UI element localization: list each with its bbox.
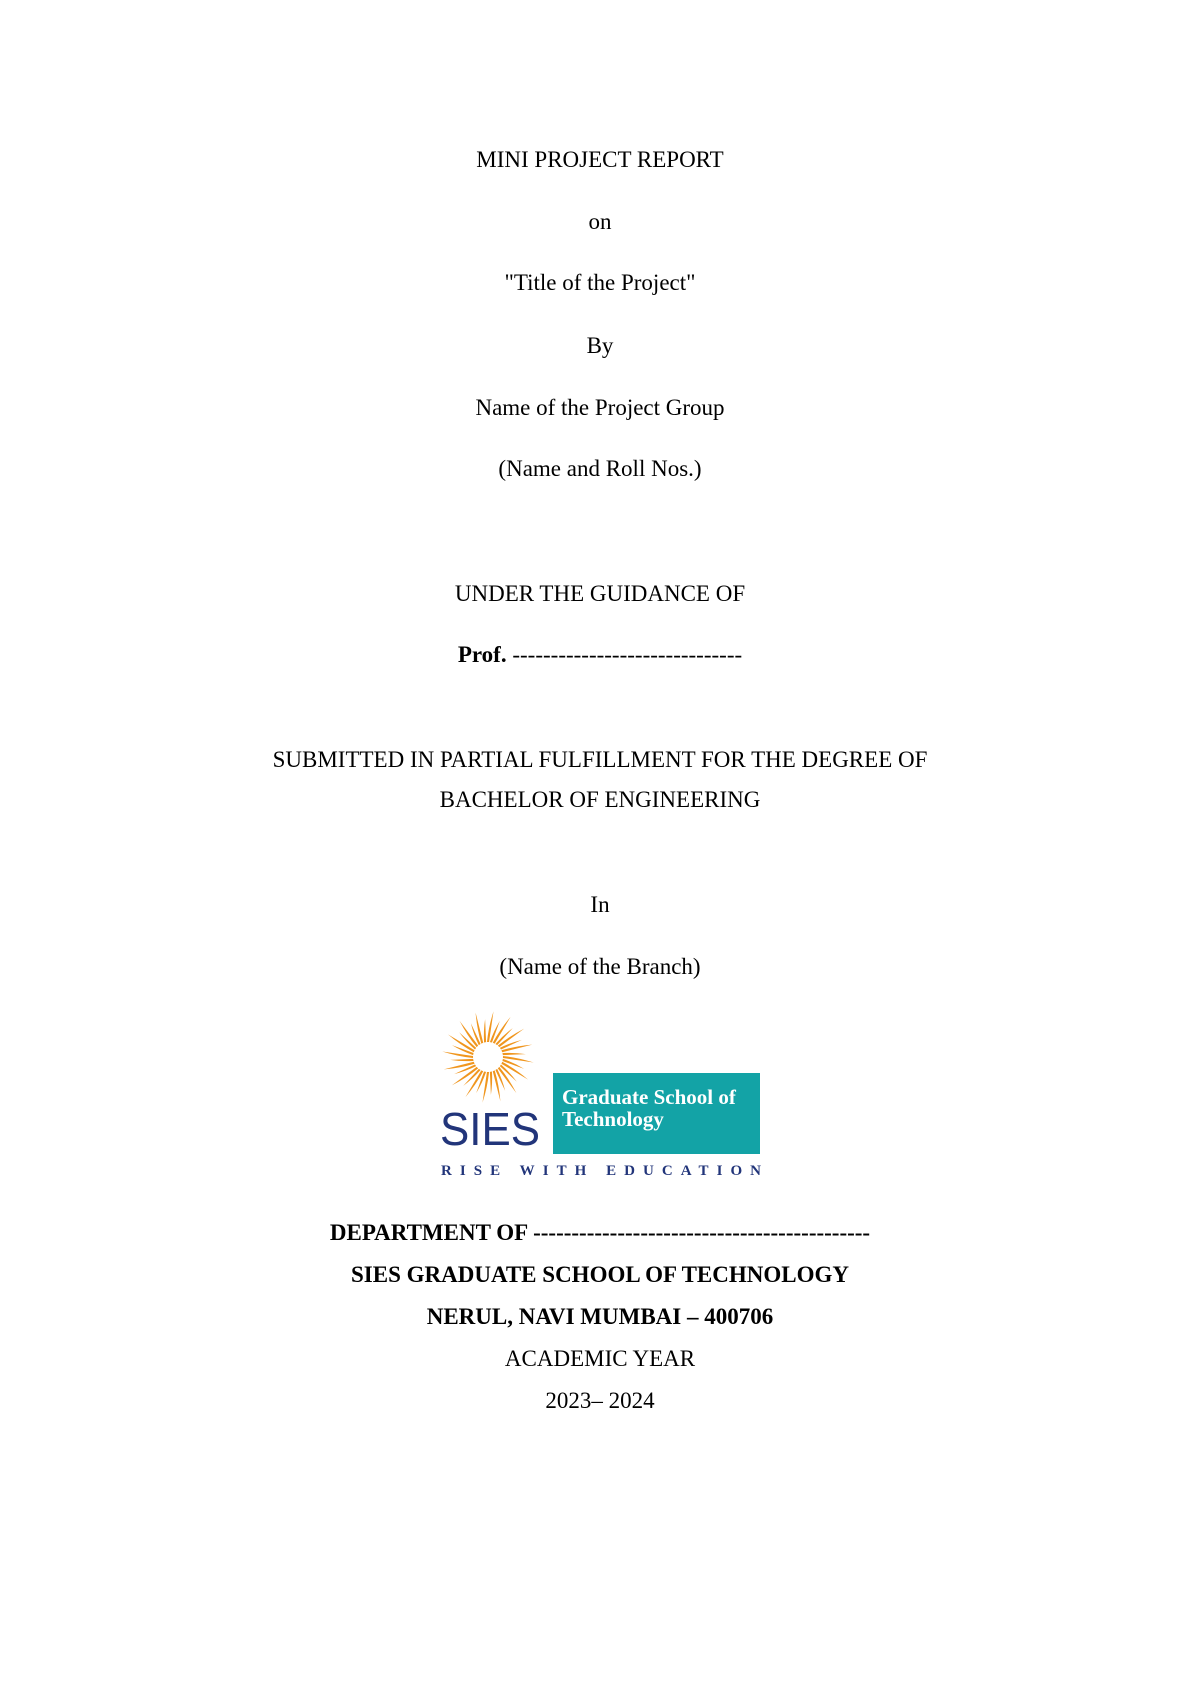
report-heading: MINI PROJECT REPORT: [476, 147, 724, 172]
sun-icon: [442, 1011, 533, 1102]
guidance-heading: UNDER THE GUIDANCE OF: [454, 581, 746, 606]
sun-ray: [450, 1059, 473, 1061]
on-text: on: [588, 209, 612, 234]
submitted-line-2: BACHELOR OF ENGINEERING: [439, 787, 761, 812]
logo-box-line-2: Technology: [562, 1107, 664, 1131]
project-title: "Title of the Project": [504, 270, 696, 295]
school-name: SIES GRADUATE SCHOOL OF TECHNOLOGY: [350, 1262, 849, 1287]
logo-tagline: RISE WITH EDUCATION: [441, 1163, 761, 1179]
sun-ray: [490, 1071, 492, 1094]
project-group: Name of the Project Group: [475, 395, 725, 420]
school-address: NERUL, NAVI MUMBAI – 400706: [426, 1304, 774, 1329]
prof-blank: ------------------------------: [506, 642, 743, 667]
sun-ray: [484, 1019, 486, 1042]
academic-year: 2023– 2024: [545, 1388, 655, 1413]
sun-center: [474, 1043, 502, 1071]
academic-year-label: ACADEMIC YEAR: [504, 1346, 696, 1371]
names-roll-nos: (Name and Roll Nos.): [498, 456, 702, 481]
sun-ray: [502, 1053, 525, 1055]
sies-logo: [438, 1010, 768, 1180]
in-text: In: [590, 892, 610, 917]
prof-label: Prof.: [457, 642, 507, 667]
department-line: DEPARTMENT OF --------------------------------------------: [329, 1220, 871, 1245]
logo-mark-text: SIES: [440, 1103, 540, 1155]
submitted-line-1: SUBMITTED IN PARTIAL FULFILLMENT FOR THE DEGREE OF: [272, 747, 928, 772]
by-text: By: [586, 333, 614, 358]
logo-box-line-1: Graduate School of: [562, 1085, 736, 1109]
branch-name: (Name of the Branch): [499, 954, 701, 979]
prof-line: [0, 641, 1200, 669]
